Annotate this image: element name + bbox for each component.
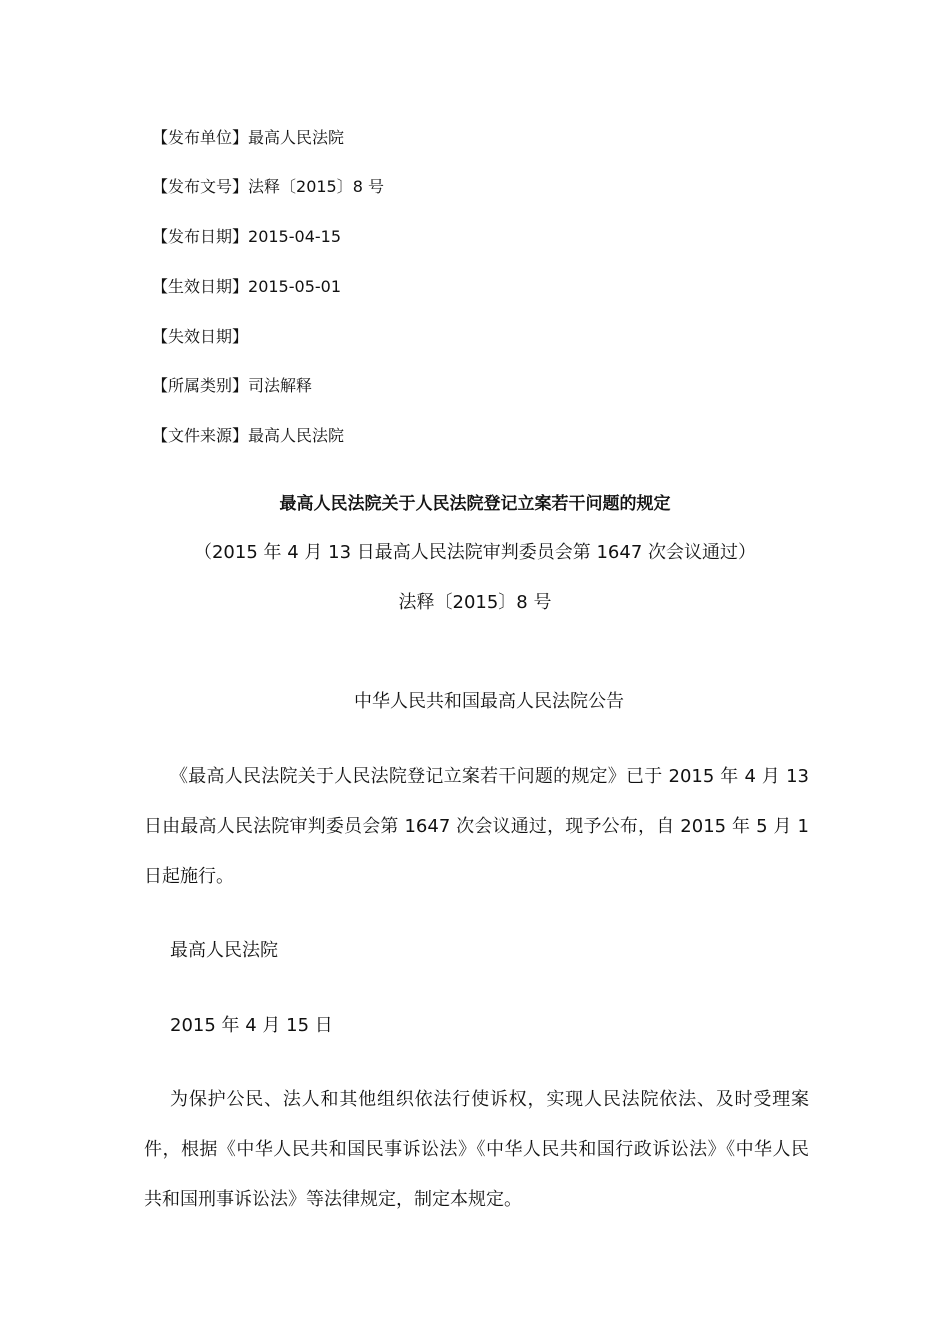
- meta-value: 2015-05-01: [248, 277, 341, 296]
- meta-label: 【所属类别】: [152, 376, 249, 395]
- meta-issuing-unit: [152, 128, 344, 148]
- adoption-note: （2015 年 4 月 13 日最高人民法院审判委员会第 1647 次会议通过）: [193, 542, 757, 563]
- meta-issue-date: [152, 227, 341, 247]
- document-number: 法释〔2015〕8 号: [398, 592, 552, 613]
- document-title: 最高人民法院关于人民法院登记立案若干问题的规定: [279, 494, 671, 514]
- meta-value: 最高人民法院: [248, 128, 345, 147]
- announcement-heading: 中华人民共和国最高人民法院公告: [354, 691, 624, 712]
- meta-label: 【发布单位】: [152, 128, 249, 147]
- preamble-paragraph: 为保护公民、法人和其他组织依法行使诉权，实现人民法院依法、及时受理案件，根据《中华人民共和国民事诉讼法》《中华人民共和国行政诉讼法》《中华人民共和国刑事诉讼法》等法律规定，制定本规定。: [144, 1089, 809, 1210]
- meta-value: 最高人民法院: [248, 426, 345, 445]
- meta-label: 【发布文号】: [152, 177, 249, 196]
- issuer-signature: 最高人民法院: [170, 940, 278, 961]
- meta-value: 2015-04-15: [248, 227, 341, 246]
- meta-effective-date: [152, 277, 341, 297]
- meta-label: 【文件来源】: [152, 426, 249, 445]
- meta-source: [152, 426, 344, 446]
- meta-expiry-date: [152, 327, 248, 347]
- meta-label: 【发布日期】: [152, 227, 249, 246]
- meta-label: 【生效日期】: [152, 277, 249, 296]
- meta-label: 【失效日期】: [152, 327, 249, 346]
- meta-category: [152, 376, 312, 396]
- meta-doc-number: [152, 177, 384, 197]
- announcement-body: 《最高人民法院关于人民法院登记立案若干问题的规定》已于 2015 年 4 月 13 日由最高人民法院审判委员会第 1647 次会议通过，现予公布，自 2015 年 5 月 1 日起施行。: [144, 766, 809, 887]
- meta-value: 法释〔2015〕8 号: [248, 177, 385, 196]
- issue-date: 2015 年 4 月 15 日: [170, 1015, 333, 1036]
- meta-value: 司法解释: [248, 376, 313, 395]
